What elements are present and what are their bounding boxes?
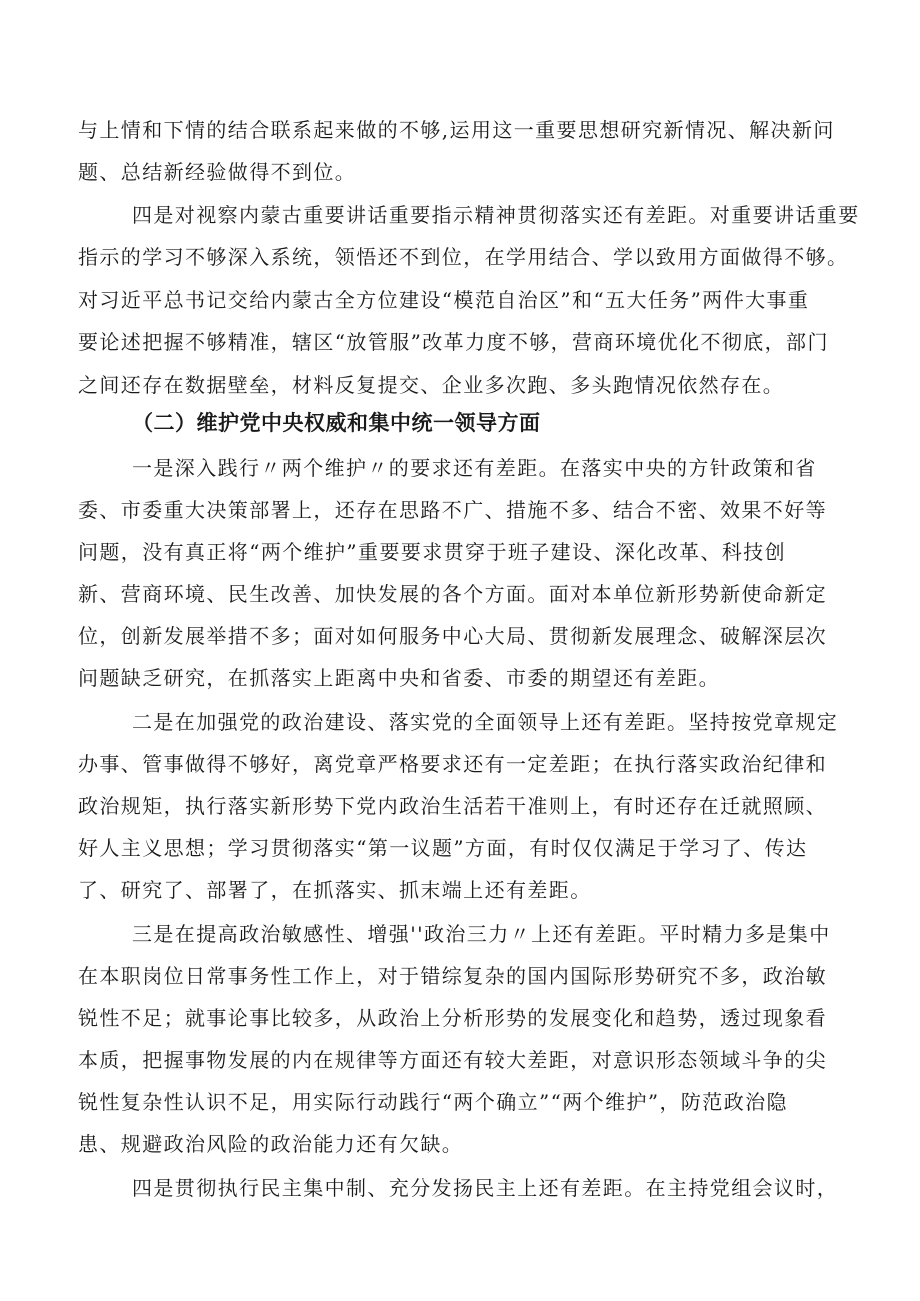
text-line: 与上情和下情的结合联系起来做的不够,运用这一重要思想研究新情况、解决新问 [78,118,835,142]
text-line: 本质，把握事物发展的内在规律等方面还有较大差距，对意识形态领域斗争的尖 [78,1048,827,1072]
text-line: 指示的学习不够深入系统，领悟还不到位，在学用结合、学以致用方面做得不够。 [78,245,849,269]
text-line: 对习近平总书记交给内蒙古全方位建设“模范自治区”和“五大任务”两件大事重 [78,288,810,312]
text-line: 委、市委重大决策部署上，还存在思路不广、措施不多、结合不密、效果不好等 [78,498,827,522]
text-line: 位，创新发展举措不多；面对如何服务中心大局、贯彻新发展理念、破解深层次 [78,624,827,648]
text-line: 二是在加强党的政治建设、落实党的全面领导上还有差距。坚持按党章规定 [132,710,839,734]
text-line: 之间还存在数据壁垒，材料反复提交、企业多次跑、多头跑情况依然存在。 [78,373,785,397]
text-line: 一是深入践行〃两个维护〃的要求还有差距。在落实中央的方针政策和省 [132,456,817,480]
text-line: 锐性不足；就事论事比较多，从政治上分析形势的发展变化和趋势，透过现象看 [78,1006,827,1030]
text-line: 问题缺乏研究，在抓落实上距离中央和省委、市委的期望还有差距。 [78,666,720,690]
text-line: 三是在提高政治敏感性、增强''政治三力〃上还有差距。平时精力多是集中 [132,922,831,946]
text-line: 患、规避政治风险的政治能力还有欠缺。 [78,1132,464,1156]
text-line: 办事、管事做得不够好，离党章严格要求还有一定差距；在执行落实政治纪律和 [78,752,827,776]
text-line: 要论述把握不够精准，辖区“放管服”改革力度不够，营商环境优化不彻底，部门 [78,330,829,354]
text-line: 题、总结新经验做得不到位。 [78,160,357,184]
text-line: 四是贯彻执行民主集中制、充分发扬民主上还有差距。在主持党组会议时， [132,1176,839,1200]
text-line: 政治规矩，执行落实新形势下党内政治生活若干准则上，有时还存在迁就照顾、 [78,794,827,818]
text-line: 锐性复杂性认识不足，用实际行动践行“两个确立”“两个维护”，防范政治隐 [78,1090,788,1114]
text-line: 在本职岗位日常事务性工作上，对于错综复杂的国内国际形势研究不多，政治敏 [78,964,827,988]
text-line: 好人主义思想；学习贯彻落实“第一议题”方面，有时仅仅满足于学习了、传达 [78,836,808,860]
text-line: 四是对视察内蒙古重要讲话重要指示精神贯彻落实还有差距。对重要讲话重要 [132,203,860,227]
text-line: 了、研究了、部署了，在抓落实、抓末端上还有差距。 [78,878,592,902]
section-heading: （二）维护党中央权威和集中统一领导方面 [132,411,541,435]
text-line: 新、营商环境、民生改善、加快发展的各个方面。面对本单位新形势新使命新定 [78,582,827,606]
text-line: 问题，没有真正将“两个维护”重要要求贯穿于班子建设、深化改革、科技创 [78,540,787,564]
